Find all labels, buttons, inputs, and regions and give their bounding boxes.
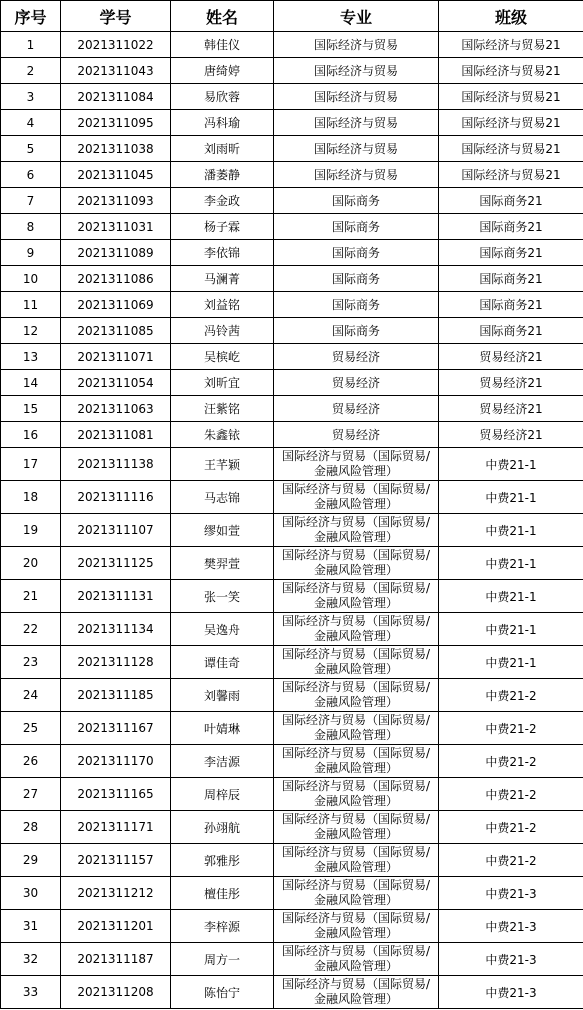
major-cell <box>274 448 439 481</box>
table-row <box>1 976 583 1009</box>
name-cell: 冯铃茜 <box>171 318 274 344</box>
class-cell: 国际商务21 <box>439 266 583 292</box>
table-row <box>1 84 583 110</box>
major-line: 金融风险管理） <box>313 629 398 643</box>
class-cell: 国际商务21 <box>439 318 583 344</box>
student-id-cell: 2021311128 <box>61 646 171 679</box>
seq-cell: 30 <box>1 877 61 910</box>
major-cell <box>274 844 439 877</box>
major-line: 国际经济与贸易（国际贸易/ <box>281 647 431 661</box>
student-id-cell: 2021311085 <box>61 318 171 344</box>
major-line: 金融风险管理） <box>313 662 398 676</box>
seq-cell: 9 <box>1 240 61 266</box>
name-cell: 刘益铭 <box>171 292 274 318</box>
major-line: 金融风险管理） <box>313 926 398 940</box>
name-cell: 唐绮婷 <box>171 58 274 84</box>
class-cell: 中费21-1 <box>439 481 583 514</box>
major-cell <box>274 745 439 778</box>
seq-cell: 27 <box>1 778 61 811</box>
major-line: 贸易经济 <box>331 350 380 364</box>
table-row <box>1 679 583 712</box>
class-cell: 贸易经济21 <box>439 396 583 422</box>
student-id-cell: 2021311187 <box>61 943 171 976</box>
table-row <box>1 877 583 910</box>
major-line: 国际商务 <box>331 324 380 338</box>
seq-cell: 16 <box>1 422 61 448</box>
name-cell: 易欣蓉 <box>171 84 274 110</box>
major-line: 国际经济与贸易（国际贸易/ <box>281 779 431 793</box>
major-line: 金融风险管理） <box>313 992 398 1006</box>
student-id-cell: 2021311116 <box>61 481 171 514</box>
major-line: 贸易经济 <box>331 376 380 390</box>
student-id-cell: 2021311185 <box>61 679 171 712</box>
table-header-row <box>1 1 583 32</box>
student-id-cell: 2021311138 <box>61 448 171 481</box>
student-id-cell: 2021311165 <box>61 778 171 811</box>
name-cell: 吴逸舟 <box>171 613 274 646</box>
class-cell: 国际经济与贸易21 <box>439 32 583 58</box>
seq-cell: 25 <box>1 712 61 745</box>
seq-cell: 6 <box>1 162 61 188</box>
student-id-cell: 2021311095 <box>61 110 171 136</box>
name-cell: 孙翊航 <box>171 811 274 844</box>
table-row <box>1 422 583 448</box>
major-line: 国际经济与贸易（国际贸易/ <box>281 482 431 496</box>
student-id-cell: 2021311054 <box>61 370 171 396</box>
class-cell: 中费21-3 <box>439 943 583 976</box>
name-cell: 刘馨雨 <box>171 679 274 712</box>
class-cell: 中费21-3 <box>439 910 583 943</box>
major-cell <box>274 811 439 844</box>
class-cell: 中费21-2 <box>439 778 583 811</box>
major-line: 贸易经济 <box>331 402 380 416</box>
major-line: 金融风险管理） <box>313 893 398 907</box>
name-cell: 谭佳奇 <box>171 646 274 679</box>
seq-cell: 11 <box>1 292 61 318</box>
name-cell: 郭雅彤 <box>171 844 274 877</box>
table-row <box>1 943 583 976</box>
seq-cell: 22 <box>1 613 61 646</box>
major-cell <box>274 481 439 514</box>
major-line: 国际经济与贸易（国际贸易/ <box>281 812 431 826</box>
major-line: 国际经济与贸易（国际贸易/ <box>281 713 431 727</box>
major-line: 金融风险管理） <box>313 860 398 874</box>
table-row <box>1 266 583 292</box>
class-cell: 中费21-1 <box>439 514 583 547</box>
class-cell: 贸易经济21 <box>439 344 583 370</box>
table-row <box>1 396 583 422</box>
seq-cell: 31 <box>1 910 61 943</box>
major-line: 国际商务 <box>331 298 380 312</box>
name-cell: 李金政 <box>171 188 274 214</box>
major-line: 国际经济与贸易 <box>313 90 398 104</box>
student-id-cell: 2021311071 <box>61 344 171 370</box>
seq-cell: 32 <box>1 943 61 976</box>
major-line: 国际经济与贸易 <box>313 64 398 78</box>
major-line: 国际经济与贸易（国际贸易/ <box>281 878 431 892</box>
name-cell: 叶婧琳 <box>171 712 274 745</box>
student-id-cell: 2021311038 <box>61 136 171 162</box>
major-cell <box>274 976 439 1009</box>
seq-cell: 29 <box>1 844 61 877</box>
seq-cell: 23 <box>1 646 61 679</box>
student-id-cell: 2021311131 <box>61 580 171 613</box>
major-cell <box>274 292 439 318</box>
header-name: 姓名 <box>171 1 274 32</box>
class-cell: 中费21-2 <box>439 844 583 877</box>
table-row <box>1 844 583 877</box>
major-line: 国际经济与贸易（国际贸易/ <box>281 581 431 595</box>
major-line: 国际经济与贸易（国际贸易/ <box>281 548 431 562</box>
major-cell <box>274 877 439 910</box>
class-cell: 中费21-1 <box>439 646 583 679</box>
major-cell <box>274 396 439 422</box>
student-id-cell: 2021311167 <box>61 712 171 745</box>
major-line: 国际商务 <box>331 272 380 286</box>
major-line: 金融风险管理） <box>313 464 398 478</box>
class-cell: 国际经济与贸易21 <box>439 136 583 162</box>
name-cell: 杨子霖 <box>171 214 274 240</box>
name-cell: 刘雨昕 <box>171 136 274 162</box>
major-cell <box>274 613 439 646</box>
student-id-cell: 2021311089 <box>61 240 171 266</box>
seq-cell: 17 <box>1 448 61 481</box>
table-row <box>1 240 583 266</box>
class-cell: 贸易经济21 <box>439 370 583 396</box>
student-id-cell: 2021311043 <box>61 58 171 84</box>
student-id-cell: 2021311208 <box>61 976 171 1009</box>
student-id-cell: 2021311063 <box>61 396 171 422</box>
major-cell <box>274 580 439 613</box>
table-row <box>1 318 583 344</box>
class-cell: 中费21-2 <box>439 811 583 844</box>
class-cell: 贸易经济21 <box>439 422 583 448</box>
table-body <box>1 32 583 1009</box>
major-line: 国际经济与贸易 <box>313 116 398 130</box>
name-cell: 马志锦 <box>171 481 274 514</box>
major-cell <box>274 136 439 162</box>
student-id-cell: 2021311125 <box>61 547 171 580</box>
student-id-cell: 2021311107 <box>61 514 171 547</box>
seq-cell: 20 <box>1 547 61 580</box>
seq-cell: 18 <box>1 481 61 514</box>
major-line: 金融风险管理） <box>313 596 398 610</box>
major-cell <box>274 32 439 58</box>
class-cell: 国际商务21 <box>439 240 583 266</box>
major-line: 国际经济与贸易（国际贸易/ <box>281 746 431 760</box>
seq-cell: 19 <box>1 514 61 547</box>
major-cell <box>274 58 439 84</box>
major-line: 国际经济与贸易（国际贸易/ <box>281 614 431 628</box>
table-row <box>1 214 583 240</box>
student-id-cell: 2021311201 <box>61 910 171 943</box>
seq-cell: 2 <box>1 58 61 84</box>
table-row <box>1 370 583 396</box>
major-line: 金融风险管理） <box>313 563 398 577</box>
header-seq: 序号 <box>1 1 61 32</box>
table-row <box>1 58 583 84</box>
table-row <box>1 188 583 214</box>
seq-cell: 5 <box>1 136 61 162</box>
name-cell: 朱鑫铱 <box>171 422 274 448</box>
table-row <box>1 110 583 136</box>
major-line: 国际经济与贸易（国际贸易/ <box>281 944 431 958</box>
major-cell <box>274 679 439 712</box>
major-line: 金融风险管理） <box>313 695 398 709</box>
major-line: 金融风险管理） <box>313 959 398 973</box>
class-cell: 国际经济与贸易21 <box>439 58 583 84</box>
table-row <box>1 778 583 811</box>
major-line: 金融风险管理） <box>313 728 398 742</box>
major-cell <box>274 646 439 679</box>
header-student-id: 学号 <box>61 1 171 32</box>
seq-cell: 24 <box>1 679 61 712</box>
major-cell <box>274 214 439 240</box>
major-line: 金融风险管理） <box>313 761 398 775</box>
name-cell: 檀佳彤 <box>171 877 274 910</box>
major-cell <box>274 514 439 547</box>
table-row <box>1 646 583 679</box>
name-cell: 周梓辰 <box>171 778 274 811</box>
class-cell: 中费21-1 <box>439 547 583 580</box>
seq-cell: 33 <box>1 976 61 1009</box>
name-cell: 潘萎静 <box>171 162 274 188</box>
class-cell: 国际商务21 <box>439 188 583 214</box>
name-cell: 汪紫铭 <box>171 396 274 422</box>
student-id-cell: 2021311081 <box>61 422 171 448</box>
name-cell: 马澜菁 <box>171 266 274 292</box>
major-cell <box>274 910 439 943</box>
table-row <box>1 162 583 188</box>
major-line: 国际经济与贸易（国际贸易/ <box>281 449 431 463</box>
major-line: 国际经济与贸易（国际贸易/ <box>281 845 431 859</box>
table-row <box>1 481 583 514</box>
header-class: 班级 <box>439 1 583 32</box>
student-id-cell: 2021311045 <box>61 162 171 188</box>
name-cell: 张一笑 <box>171 580 274 613</box>
name-cell: 陈怡宁 <box>171 976 274 1009</box>
name-cell: 缪如萱 <box>171 514 274 547</box>
major-line: 国际商务 <box>331 246 380 260</box>
name-cell: 吴槟屹 <box>171 344 274 370</box>
class-cell: 中费21-1 <box>439 448 583 481</box>
class-cell: 国际商务21 <box>439 292 583 318</box>
seq-cell: 21 <box>1 580 61 613</box>
major-line: 国际经济与贸易 <box>313 38 398 52</box>
major-cell <box>274 778 439 811</box>
seq-cell: 28 <box>1 811 61 844</box>
table-row <box>1 712 583 745</box>
major-cell <box>274 240 439 266</box>
student-id-cell: 2021311170 <box>61 745 171 778</box>
major-cell <box>274 422 439 448</box>
student-id-cell: 2021311171 <box>61 811 171 844</box>
major-line: 国际经济与贸易 <box>313 142 398 156</box>
major-cell <box>274 712 439 745</box>
class-cell: 中费21-3 <box>439 877 583 910</box>
student-id-cell: 2021311212 <box>61 877 171 910</box>
table-row <box>1 292 583 318</box>
class-cell: 国际商务21 <box>439 214 583 240</box>
header-major: 专业 <box>274 1 439 32</box>
student-id-cell: 2021311031 <box>61 214 171 240</box>
major-cell <box>274 943 439 976</box>
table-row <box>1 32 583 58</box>
major-line: 金融风险管理） <box>313 794 398 808</box>
name-cell: 周方一 <box>171 943 274 976</box>
class-cell: 国际经济与贸易21 <box>439 162 583 188</box>
seq-cell: 8 <box>1 214 61 240</box>
name-cell: 樊羿萱 <box>171 547 274 580</box>
student-id-cell: 2021311022 <box>61 32 171 58</box>
student-id-cell: 2021311084 <box>61 84 171 110</box>
seq-cell: 15 <box>1 396 61 422</box>
class-cell: 中费21-2 <box>439 679 583 712</box>
table-row <box>1 910 583 943</box>
major-line: 金融风险管理） <box>313 827 398 841</box>
student-id-cell: 2021311134 <box>61 613 171 646</box>
student-id-cell: 2021311093 <box>61 188 171 214</box>
seq-cell: 14 <box>1 370 61 396</box>
class-cell: 中费21-3 <box>439 976 583 1009</box>
major-line: 国际商务 <box>331 194 380 208</box>
seq-cell: 1 <box>1 32 61 58</box>
student-id-cell: 2021311157 <box>61 844 171 877</box>
table-row <box>1 448 583 481</box>
name-cell: 刘昕宜 <box>171 370 274 396</box>
table-row <box>1 613 583 646</box>
class-cell: 中费21-1 <box>439 613 583 646</box>
table-row <box>1 580 583 613</box>
student-id-cell: 2021311086 <box>61 266 171 292</box>
table-row <box>1 811 583 844</box>
table-row <box>1 745 583 778</box>
seq-cell: 26 <box>1 745 61 778</box>
seq-cell: 7 <box>1 188 61 214</box>
table-row <box>1 344 583 370</box>
major-cell <box>274 188 439 214</box>
major-line: 金融风险管理） <box>313 530 398 544</box>
major-line: 国际经济与贸易（国际贸易/ <box>281 977 431 991</box>
major-line: 贸易经济 <box>331 428 380 442</box>
major-cell <box>274 110 439 136</box>
class-cell: 中费21-2 <box>439 712 583 745</box>
table-row <box>1 547 583 580</box>
class-cell: 中费21-2 <box>439 745 583 778</box>
seq-cell: 3 <box>1 84 61 110</box>
name-cell: 冯科瑜 <box>171 110 274 136</box>
major-cell <box>274 344 439 370</box>
seq-cell: 13 <box>1 344 61 370</box>
class-cell: 国际经济与贸易21 <box>439 110 583 136</box>
name-cell: 李依锦 <box>171 240 274 266</box>
major-line: 国际经济与贸易 <box>313 168 398 182</box>
major-line: 国际经济与贸易（国际贸易/ <box>281 515 431 529</box>
table-row <box>1 514 583 547</box>
name-cell: 李梓源 <box>171 910 274 943</box>
seq-cell: 10 <box>1 266 61 292</box>
seq-cell: 12 <box>1 318 61 344</box>
class-cell: 中费21-1 <box>439 580 583 613</box>
name-cell: 王芊颖 <box>171 448 274 481</box>
class-cell: 国际经济与贸易21 <box>439 84 583 110</box>
seq-cell: 4 <box>1 110 61 136</box>
major-cell <box>274 266 439 292</box>
major-cell <box>274 162 439 188</box>
major-cell <box>274 84 439 110</box>
major-cell <box>274 547 439 580</box>
major-line: 金融风险管理） <box>313 497 398 511</box>
name-cell: 韩佳仪 <box>171 32 274 58</box>
major-line: 国际经济与贸易（国际贸易/ <box>281 911 431 925</box>
name-cell: 李洁源 <box>171 745 274 778</box>
major-line: 国际经济与贸易（国际贸易/ <box>281 680 431 694</box>
major-line: 国际商务 <box>331 220 380 234</box>
student-id-cell: 2021311069 <box>61 292 171 318</box>
table-row <box>1 136 583 162</box>
major-cell <box>274 318 439 344</box>
major-cell <box>274 370 439 396</box>
